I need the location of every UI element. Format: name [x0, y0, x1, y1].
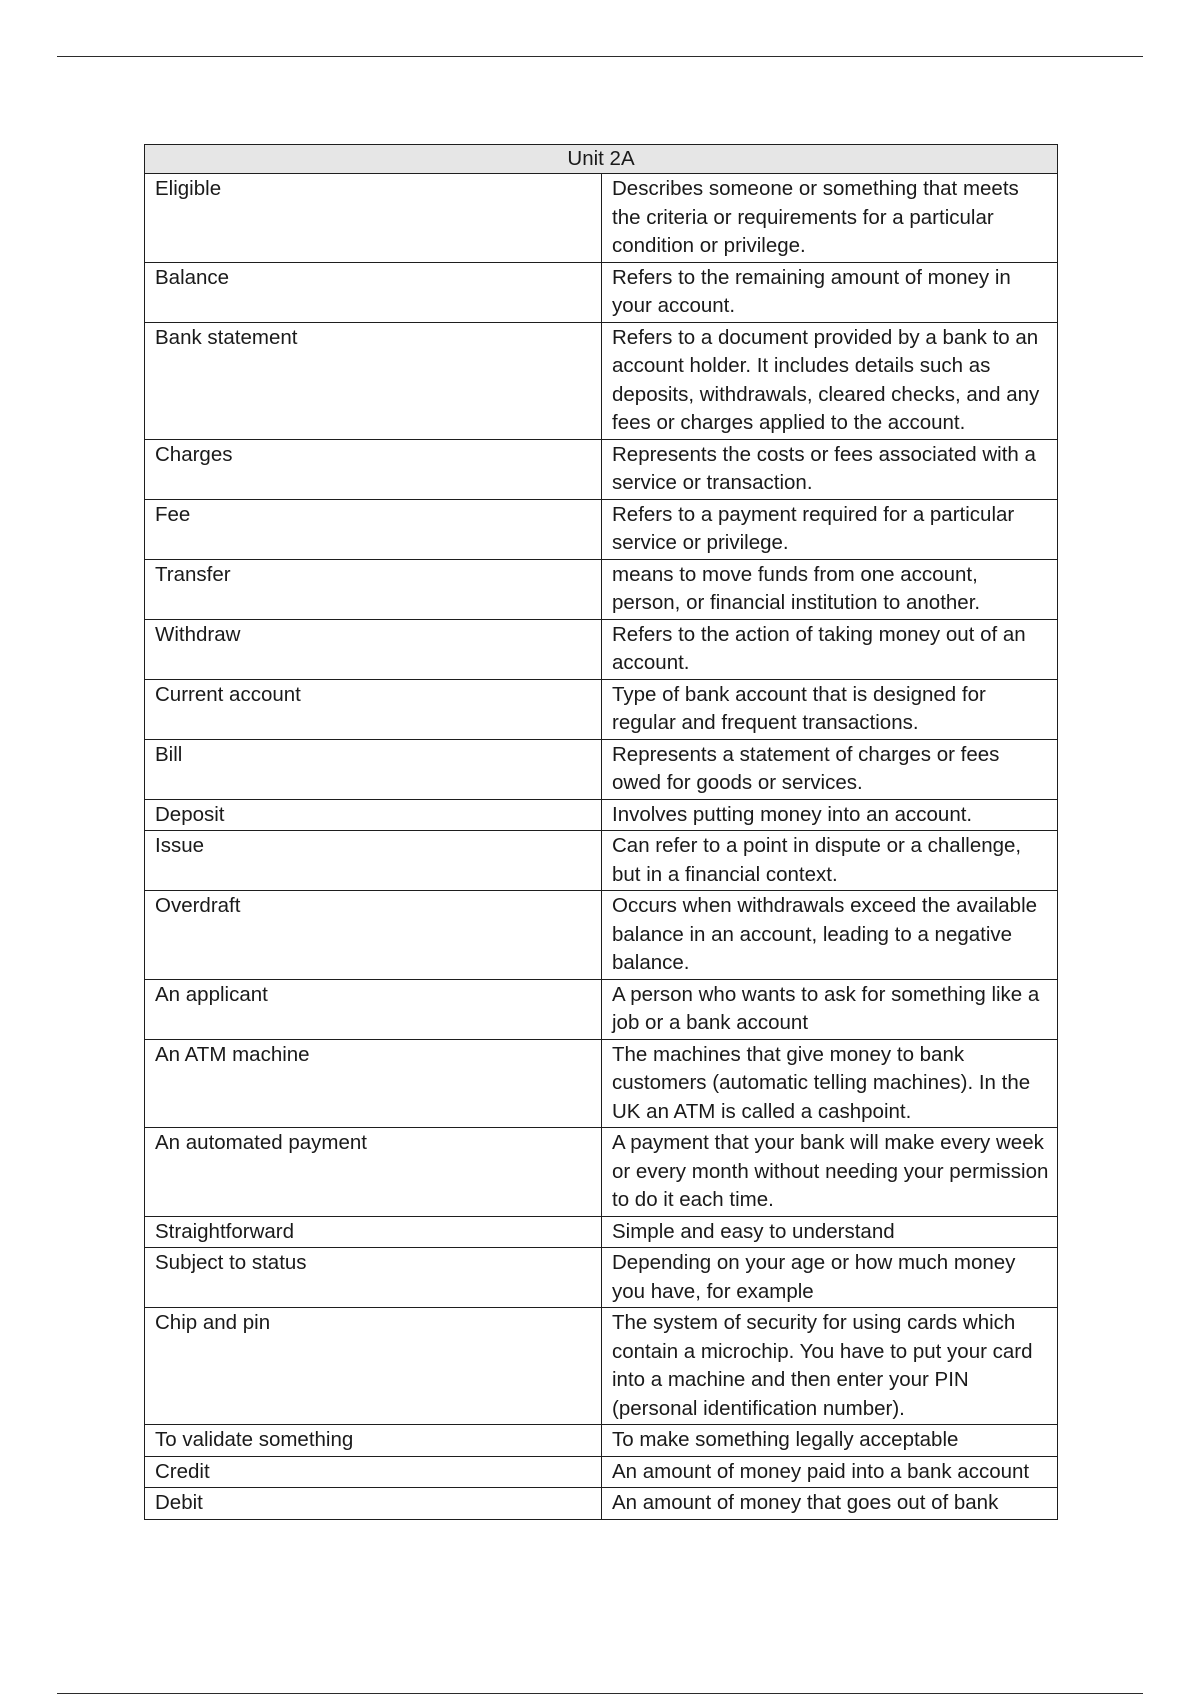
- table-body: [145, 174, 1058, 1520]
- definition-cell: Type of bank account that is designed for regular and frequent transactions.: [602, 679, 1058, 739]
- term-cell: Bank statement: [145, 322, 602, 439]
- table-row: [145, 1425, 1058, 1457]
- definition-cell: Can refer to a point in dispute or a challenge, but in a financial context.: [602, 831, 1058, 891]
- term-cell: Credit: [145, 1456, 602, 1488]
- table-row: [145, 679, 1058, 739]
- table-row: [145, 979, 1058, 1039]
- term-cell: Charges: [145, 439, 602, 499]
- table-row: [145, 439, 1058, 499]
- page-top-rule: [57, 56, 1143, 57]
- definition-cell: The system of security for using cards which contain a microchip. You have to put your card into a machine and then enter your PIN (personal identification number).: [602, 1308, 1058, 1425]
- table-row: [145, 322, 1058, 439]
- definition-cell: Represents a statement of charges or fees owed for goods or services.: [602, 739, 1058, 799]
- page-bottom-rule: [57, 1693, 1143, 1694]
- term-cell: Bill: [145, 739, 602, 799]
- term-cell: Overdraft: [145, 891, 602, 980]
- definition-cell: Refers to a document provided by a bank to an account holder. It includes details such as deposits, withdrawals, cleared checks, and any fees or charges applied to the account.: [602, 322, 1058, 439]
- term-cell: Balance: [145, 262, 602, 322]
- term-cell: Fee: [145, 499, 602, 559]
- table-row: [145, 1308, 1058, 1425]
- term-cell: Current account: [145, 679, 602, 739]
- table-row: [145, 1248, 1058, 1308]
- term-cell: Debit: [145, 1488, 602, 1520]
- table-row: [145, 1128, 1058, 1217]
- definition-cell: Occurs when withdrawals exceed the available balance in an account, leading to a negative balance.: [602, 891, 1058, 980]
- term-cell: Issue: [145, 831, 602, 891]
- definition-cell: Refers to the remaining amount of money in your account.: [602, 262, 1058, 322]
- term-cell: Chip and pin: [145, 1308, 602, 1425]
- table-row: [145, 831, 1058, 891]
- table-header-row: [145, 145, 1058, 174]
- definition-cell: A payment that your bank will make every week or every month without needing your permission to do it each time.: [602, 1128, 1058, 1217]
- term-cell: An applicant: [145, 979, 602, 1039]
- definition-cell: An amount of money that goes out of bank: [602, 1488, 1058, 1520]
- term-cell: Transfer: [145, 559, 602, 619]
- definition-cell: Represents the costs or fees associated with a service or transaction.: [602, 439, 1058, 499]
- term-cell: Straightforward: [145, 1216, 602, 1248]
- table-row: [145, 1488, 1058, 1520]
- definition-cell: A person who wants to ask for something like a job or a bank account: [602, 979, 1058, 1039]
- table-row: [145, 1039, 1058, 1128]
- definition-cell: The machines that give money to bank customers (automatic telling machines). In the UK an ATM is called a cashpoint.: [602, 1039, 1058, 1128]
- table-row: [145, 739, 1058, 799]
- term-cell: Deposit: [145, 799, 602, 831]
- definition-cell: Refers to the action of taking money out of an account.: [602, 619, 1058, 679]
- definition-cell: Depending on your age or how much money you have, for example: [602, 1248, 1058, 1308]
- table-row: [145, 891, 1058, 980]
- table-row: [145, 559, 1058, 619]
- table-row: [145, 619, 1058, 679]
- unit-header: Unit 2A: [145, 145, 1058, 174]
- term-cell: An automated payment: [145, 1128, 602, 1217]
- definition-cell: Involves putting money into an account.: [602, 799, 1058, 831]
- definition-cell: Describes someone or something that meets the criteria or requirements for a particular condition or privilege.: [602, 174, 1058, 263]
- table-row: [145, 174, 1058, 263]
- table-row: [145, 262, 1058, 322]
- term-cell: An ATM machine: [145, 1039, 602, 1128]
- table-row: [145, 799, 1058, 831]
- term-cell: Eligible: [145, 174, 602, 263]
- table-row: [145, 1216, 1058, 1248]
- vocabulary-table: [144, 144, 1058, 1520]
- definition-cell: To make something legally acceptable: [602, 1425, 1058, 1457]
- definition-cell: Refers to a payment required for a particular service or privilege.: [602, 499, 1058, 559]
- table-row: [145, 1456, 1058, 1488]
- term-cell: Withdraw: [145, 619, 602, 679]
- table-row: [145, 499, 1058, 559]
- definition-cell: means to move funds from one account, person, or financial institution to another.: [602, 559, 1058, 619]
- term-cell: Subject to status: [145, 1248, 602, 1308]
- definition-cell: Simple and easy to understand: [602, 1216, 1058, 1248]
- term-cell: To validate something: [145, 1425, 602, 1457]
- definition-cell: An amount of money paid into a bank account: [602, 1456, 1058, 1488]
